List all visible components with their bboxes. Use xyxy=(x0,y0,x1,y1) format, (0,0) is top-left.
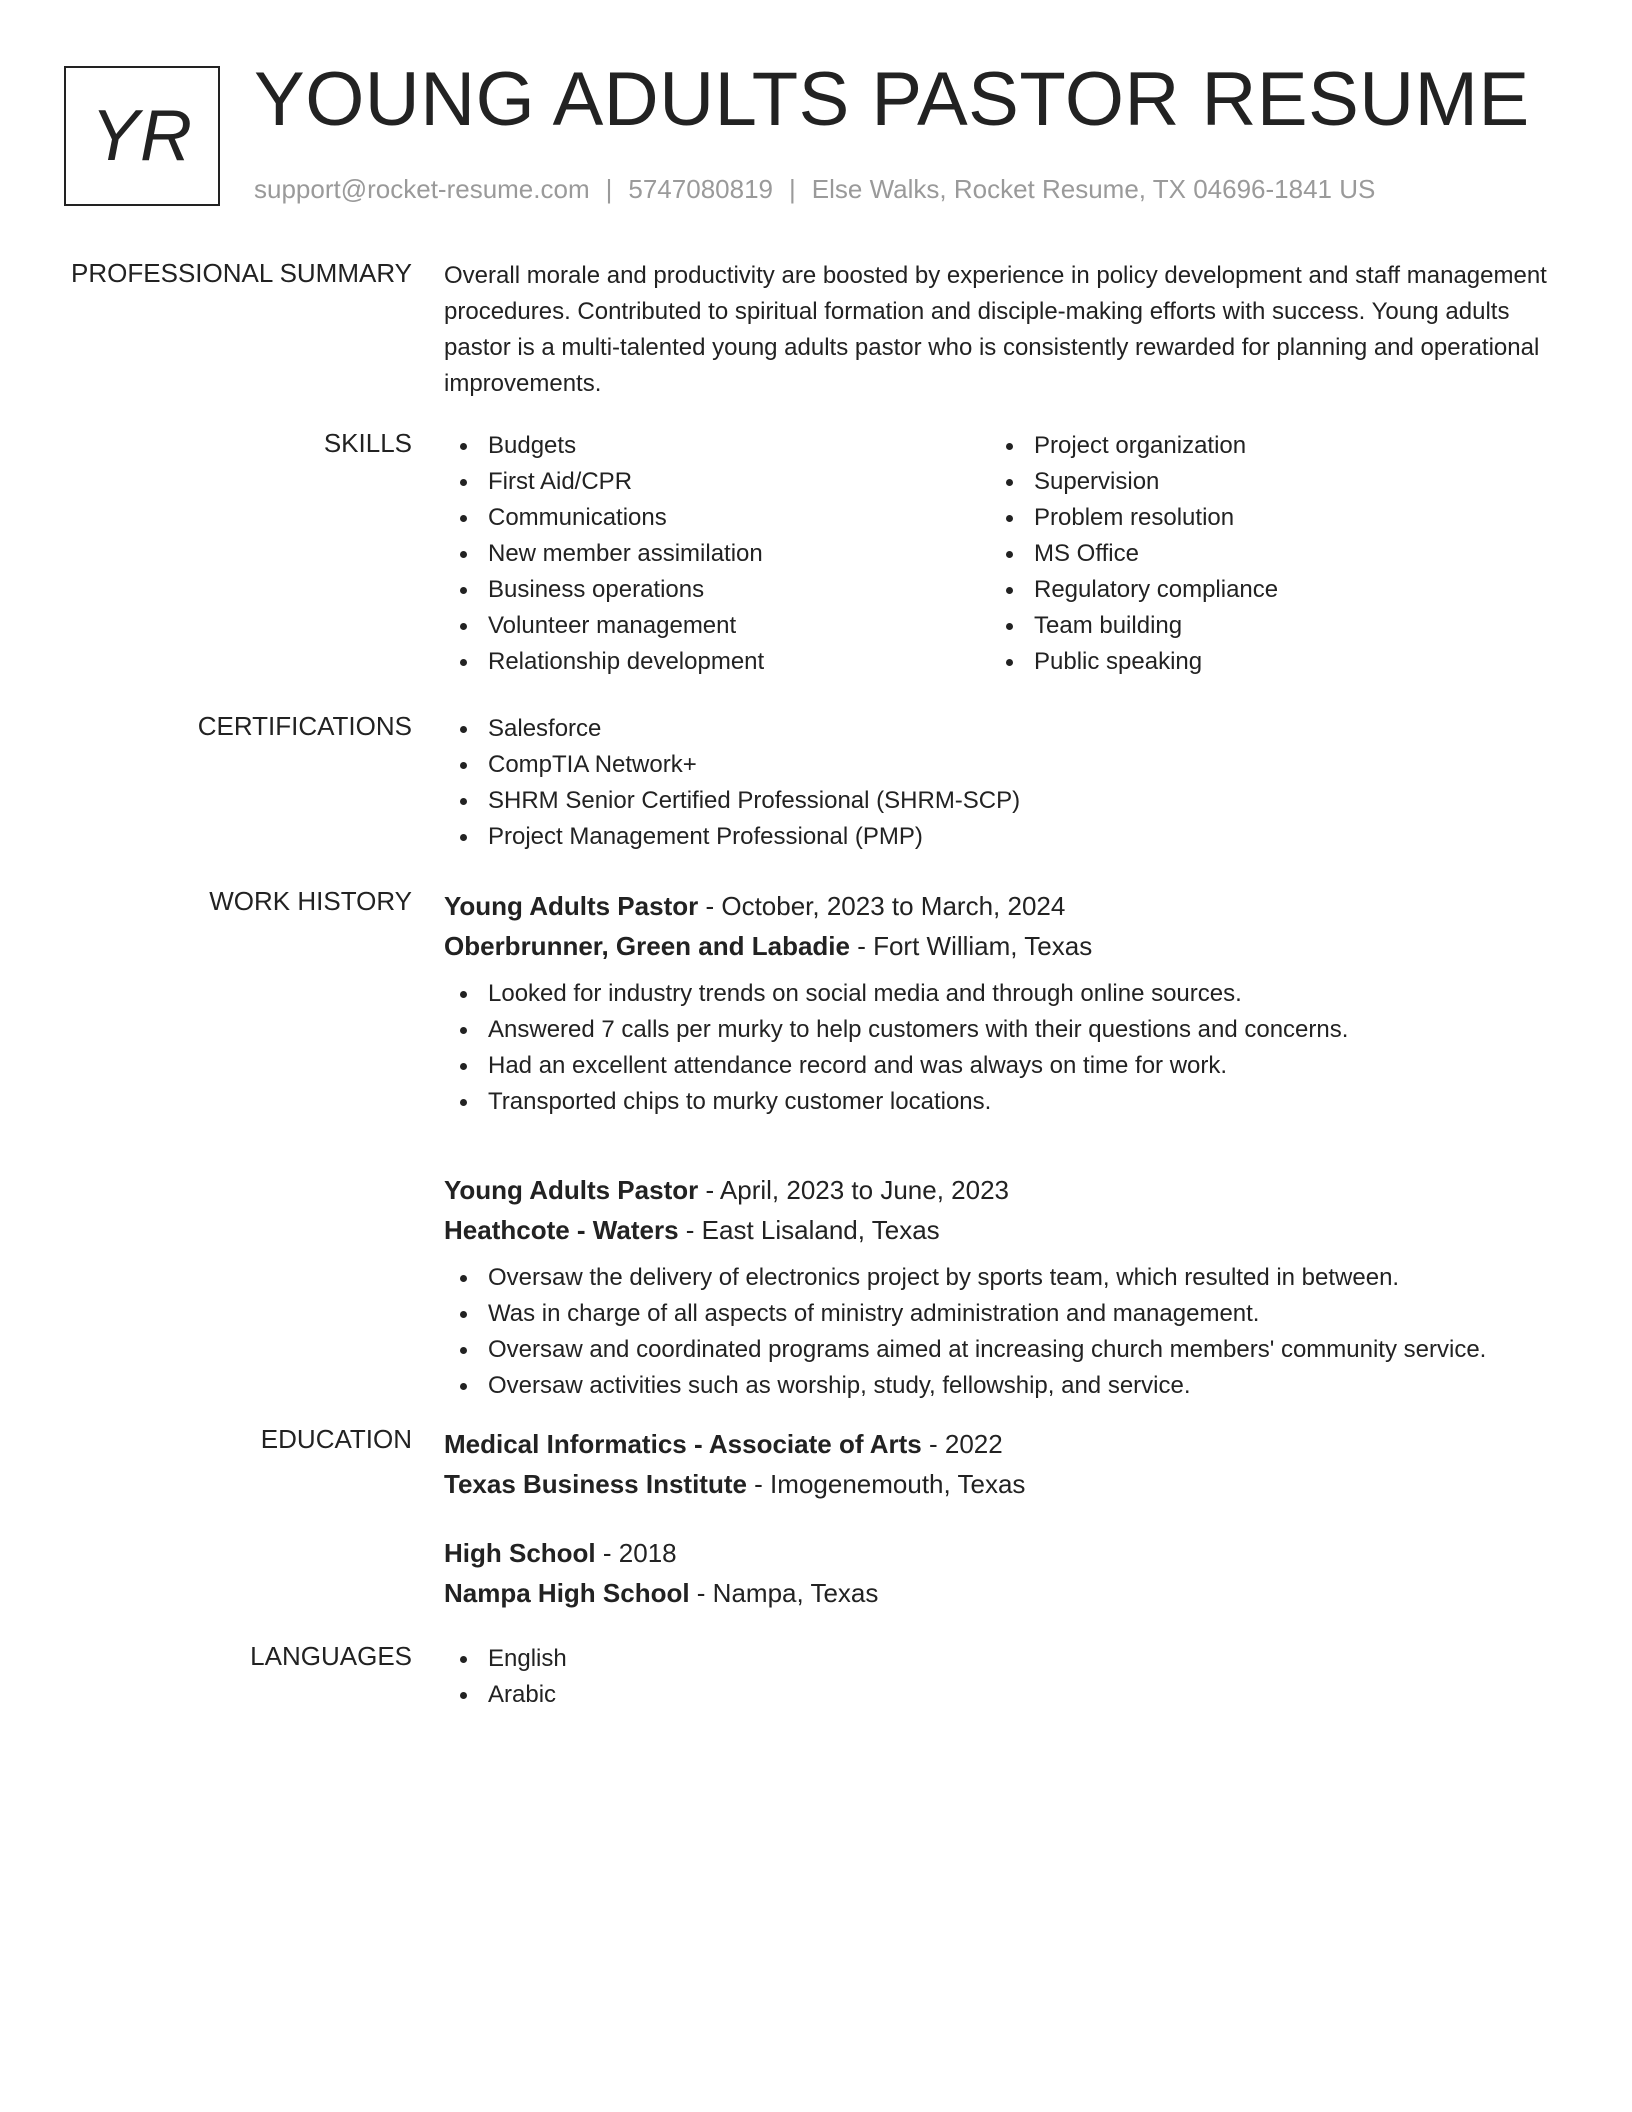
job-duty: Oversaw and coordinated programs aimed at increasing church members' community service. xyxy=(444,1332,1564,1368)
contact-email: support@rocket-resume.com xyxy=(254,174,590,204)
section-label-education: EDUCATION xyxy=(260,1424,412,1454)
summary-text: Overall morale and productivity are boosted by experience in policy development and staff management procedures. Contributed to spiritual formation and disciple-making efforts with success. Young adults pastor is a multi-talented young adults pastor who is consistently rewarded for planning and operational improvements. xyxy=(444,262,1547,397)
job-entry xyxy=(444,1170,1564,1404)
skill-item: Problem resolution xyxy=(990,500,1536,536)
degree-line xyxy=(444,1533,1564,1573)
skill-item: Communications xyxy=(444,500,990,536)
school-line xyxy=(444,1464,1564,1504)
job-title: Young Adults Pastor xyxy=(444,1175,699,1205)
monogram-box xyxy=(64,66,220,206)
certification-item: SHRM Senior Certified Professional (SHRM-SCP) xyxy=(444,783,1564,819)
school-location: - Nampa, Texas xyxy=(689,1578,879,1608)
skill-item: Budgets xyxy=(444,428,990,464)
skills-list-left xyxy=(444,428,990,680)
job-dates: - April, 2023 to June, 2023 xyxy=(698,1175,1010,1205)
section-label-languages: LANGUAGES xyxy=(250,1641,412,1671)
school: Texas Business Institute xyxy=(444,1469,747,1499)
skills-list-right xyxy=(990,428,1536,680)
job-duty: Was in charge of all aspects of ministry administration and management. xyxy=(444,1296,1564,1332)
skill-item: First Aid/CPR xyxy=(444,464,990,500)
initials: YR xyxy=(90,96,194,176)
job-duty: Had an excellent attendance record and was always on time for work. xyxy=(444,1048,1564,1084)
degree-line xyxy=(444,1424,1564,1464)
job-company-line xyxy=(444,1210,1564,1250)
job-location: - Fort William, Texas xyxy=(849,931,1093,961)
degree-year: - 2018 xyxy=(595,1538,677,1568)
job-duty: Looked for industry trends on social media and through online sources. xyxy=(444,976,1564,1012)
job-dates: - October, 2023 to March, 2024 xyxy=(698,891,1066,921)
degree: Medical Informatics - Associate of Arts xyxy=(444,1429,922,1459)
education-entry xyxy=(444,1533,1564,1613)
job-company-line xyxy=(444,926,1564,966)
skill-item: Business operations xyxy=(444,572,990,608)
certification-item: CompTIA Network+ xyxy=(444,747,1564,783)
skill-item: Project organization xyxy=(990,428,1536,464)
skill-item: Relationship development xyxy=(444,644,990,680)
section-label-certifications: CERTIFICATIONS xyxy=(197,711,412,741)
language-item: English xyxy=(444,1641,1564,1677)
section-label-work-history: WORK HISTORY xyxy=(209,886,412,916)
contact-address: Else Walks, Rocket Resume, TX 04696-1841 US xyxy=(811,174,1376,204)
job-title-line xyxy=(444,886,1564,926)
contact-separator: | xyxy=(789,174,796,204)
degree: High School xyxy=(444,1538,596,1568)
certification-item: Salesforce xyxy=(444,711,1564,747)
job-title-line xyxy=(444,1170,1564,1210)
school: Nampa High School xyxy=(444,1578,690,1608)
skill-item: MS Office xyxy=(990,536,1536,572)
contact-separator: | xyxy=(605,174,613,204)
contact-phone: 5747080819 xyxy=(628,174,773,204)
skill-item: Regulatory compliance xyxy=(990,572,1536,608)
skill-item: Public speaking xyxy=(990,644,1536,680)
job-company: Oberbrunner, Green and Labadie xyxy=(444,931,850,961)
job-duties-list xyxy=(444,976,1564,1120)
job-entry xyxy=(444,886,1564,1120)
job-company: Heathcote - Waters xyxy=(444,1215,679,1245)
skill-item: New member assimilation xyxy=(444,536,990,572)
job-location: - East Lisaland, Texas xyxy=(678,1215,940,1245)
education-entry xyxy=(444,1424,1564,1504)
degree-year: - 2022 xyxy=(921,1429,1003,1459)
job-duty: Oversaw activities such as worship, study, fellowship, and service. xyxy=(444,1368,1564,1404)
school-line xyxy=(444,1573,1564,1613)
job-duty: Oversaw the delivery of electronics project by sports team, which resulted in between. xyxy=(444,1260,1564,1296)
certifications-list xyxy=(444,711,1564,855)
section-label-skills: SKILLS xyxy=(323,428,412,458)
skill-item: Volunteer management xyxy=(444,608,990,644)
job-duty: Answered 7 calls per murky to help customers with their questions and concerns. xyxy=(444,1012,1564,1048)
certification-item: Project Management Professional (PMP) xyxy=(444,819,1564,855)
job-duty: Transported chips to murky customer locations. xyxy=(444,1084,1564,1120)
skill-item: Supervision xyxy=(990,464,1536,500)
school-location: - Imogenemouth, Texas xyxy=(746,1469,1026,1499)
contact-line xyxy=(254,174,1375,205)
resume-title: YOUNG ADULTS PASTOR RESUME xyxy=(254,57,1530,142)
job-duties-list xyxy=(444,1260,1564,1404)
languages-list xyxy=(444,1641,1564,1713)
job-title: Young Adults Pastor xyxy=(444,891,699,921)
section-label-summary: PROFESSIONAL SUMMARY xyxy=(71,258,412,288)
skill-item: Team building xyxy=(990,608,1536,644)
language-item: Arabic xyxy=(444,1677,1564,1713)
